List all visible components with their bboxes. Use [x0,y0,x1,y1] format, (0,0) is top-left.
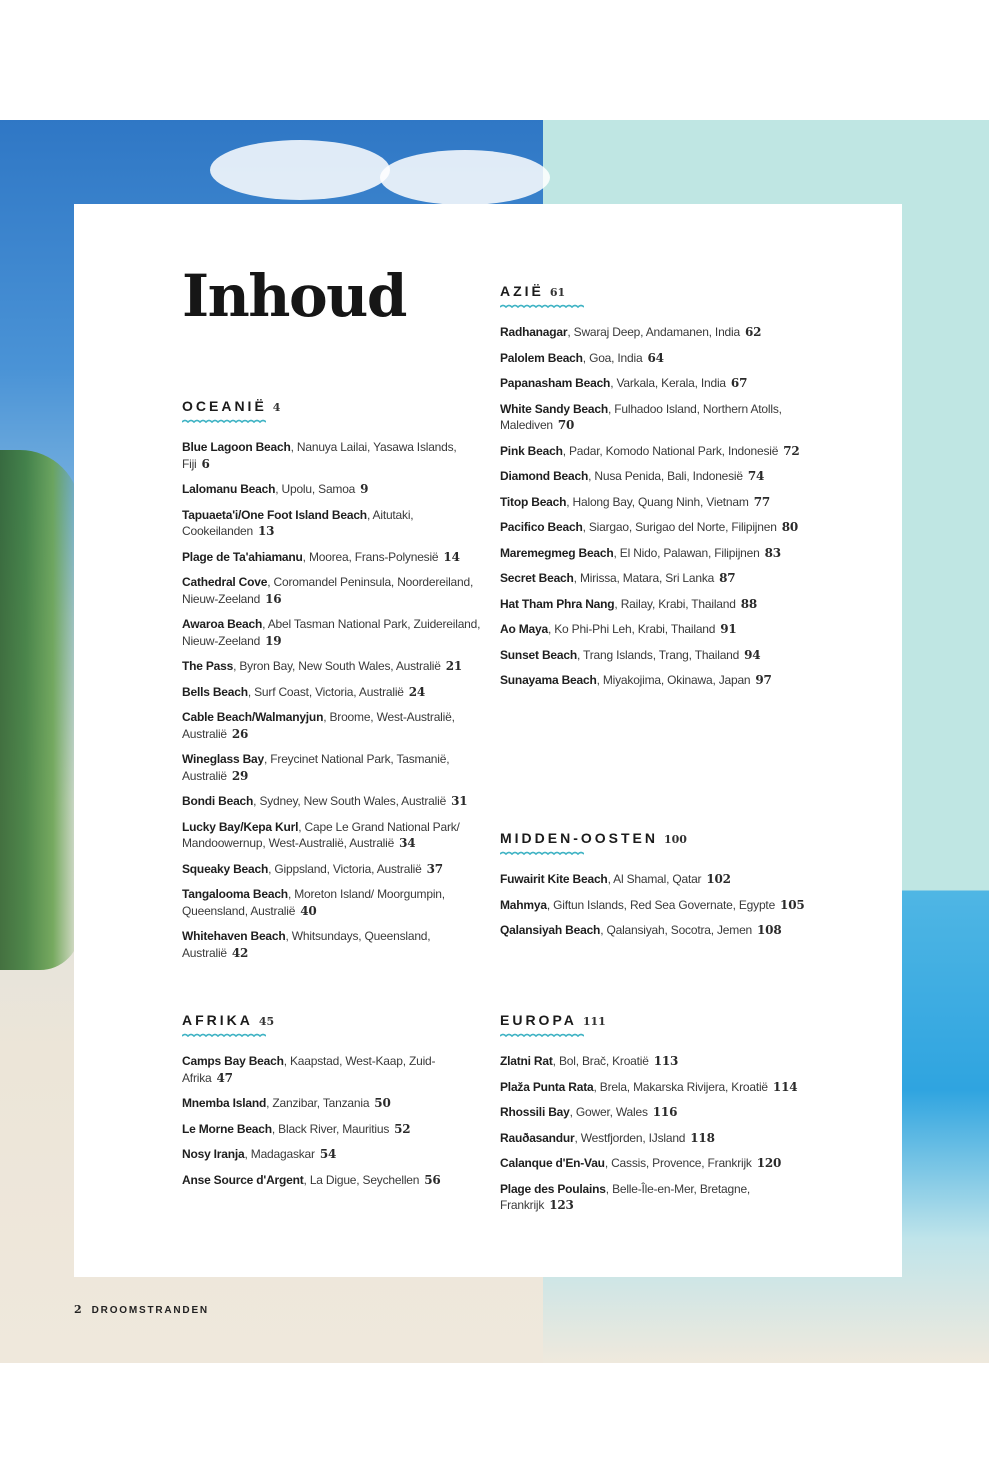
entry-page-number: 123 [549,1198,574,1212]
beach-location: Aitutaki, Cookeilanden [182,507,414,538]
beach-name: Titop Beach [500,494,567,509]
list-item: Lucky Bay/Kepa Kurl, Cape Le Grand National Park/ Mandoowernup, West-Australië, Australië 34 [182,819,460,850]
wave-divider-icon [182,1033,266,1039]
list-item: The Pass, Byron Bay, New South Wales, Australië 21 [182,659,463,673]
beach-location: Westfjorden, IJsland [580,1130,686,1145]
beach-location: Zanzibar, Tanzania [272,1096,370,1110]
beach-location: Varkala, Kerala, India [616,376,726,390]
beach-name: Bells Beach [182,684,248,699]
beach-name: Rauðasandur [500,1130,575,1145]
entry-page-number: 70 [557,418,575,432]
beach-name: Tangalooma Beach [182,887,288,901]
beach-name: Pacifico Beach [500,520,583,534]
beach-location: Giftun Islands, Red Sea Governate, Egypte [553,897,776,912]
beach-name: Ao Maya [500,622,548,636]
beach-name: Fuwairit Kite Beach [500,872,608,886]
list-item: Bells Beach, Surf Coast, Victoria, Australië 24 [182,684,426,699]
beach-name: Qalansiyah Beach [500,923,601,937]
beach-location: Fulhadoo Island, Northern Atolls, Malediven [500,401,782,432]
beach-location: Miyakojima, Okinawa, Japan [602,673,751,687]
entry-page-number: 42 [231,945,249,960]
beach-location: Goa, India [589,350,643,365]
entry-page-number: 72 [783,443,800,458]
list-item: Camps Bay Beach, Kaapstad, West-Kaap, Zuid-Afrika 47 [182,1054,436,1085]
section-page-number: 100 [664,833,687,846]
entry-page-number: 105 [780,897,805,912]
palm-tree [0,450,80,970]
beach-name: Mahmya [500,897,547,912]
entry-list [182,1053,482,1188]
section-heading [182,397,482,415]
list-item: Calanque d'En-Vau, Cassis, Provence, Frankrijk 120 [500,1156,782,1170]
wave-divider-icon [182,419,266,425]
beach-location: Railay, Krabi, Thailand [620,596,736,611]
list-item: Fuwairit Kite Beach, Al Shamal, Qatar 102 [500,872,731,886]
entry-page-number: 47 [216,1070,233,1085]
list-item: Sunset Beach, Trang Islands, Trang, Thailand 94 [500,647,761,662]
section-title: AZIË [500,283,544,299]
beach-name: Camps Bay Beach [182,1054,284,1068]
entry-page-number: 29 [231,768,249,783]
beach-name: Nosy Iranja [182,1147,245,1161]
entry-list [500,324,810,689]
entry-page-number: 21 [445,659,463,673]
list-item: Cathedral Cove, Coromandel Peninsula, Noordereiland, Nieuw-Zeeland 16 [182,575,474,606]
beach-name: Cable Beach/Walmanyjun [182,710,324,724]
wave-divider-icon [500,1033,584,1039]
list-item: Plage de Ta'ahiamanu, Moorea, Frans-Polynesië 14 [182,549,460,564]
entry-page-number: 34 [399,836,416,850]
beach-location: Nusa Penida, Bali, Indonesië [594,469,743,483]
beach-name: Zlatni Rat [500,1054,553,1068]
beach-name: Sunset Beach [500,647,577,662]
beach-name: Lalomanu Beach [182,482,276,496]
beach-location: Nanuya Lailai, Yasawa Islands, Fiji [182,440,457,471]
entry-list [500,1053,810,1214]
beach-location: Freycinet National Park, Tasmanië, Australië [182,752,450,783]
beach-location: Siargao, Surigao del Norte, Filipijnen [588,520,777,534]
entry-list [500,871,810,939]
section-midden-oosten [500,829,810,948]
entry-list [182,439,482,961]
beach-name: Tapuaeta'i/One Foot Island Beach [182,507,367,522]
beach-name: Maremegmeg Beach [500,545,614,560]
beach-name: Hat Tham Phra Nang [500,596,615,611]
beach-location: Byron Bay, New South Wales, Australië [239,659,441,673]
beach-location: Whitsundays, Queensland, Australië [182,929,431,960]
beach-name: Pink Beach [500,443,563,458]
entry-page-number: 52 [394,1121,411,1136]
entry-page-number: 67 [730,376,748,390]
section-heading [500,282,810,300]
list-item: Tangalooma Beach, Moreton Island/ Moorgumpin, Queensland, Australië 40 [182,887,445,918]
beach-location: Bol, Brač, Kroatië [558,1054,649,1068]
section-heading [182,1011,482,1029]
entry-page-number: 108 [757,923,782,937]
beach-name: Lucky Bay/Kepa Kurl [182,819,299,834]
section-title: MIDDEN-OOSTEN [500,830,658,846]
beach-location: Brela, Makarska Rivijera, Kroatië [599,1079,768,1094]
list-item: Palolem Beach, Goa, India 64 [500,350,664,365]
beach-name: Awaroa Beach [182,617,263,631]
section-azie [500,282,810,698]
list-item: Papanasham Beach, Varkala, Kerala, India 67 [500,376,748,390]
section-title: OCEANIË [182,398,267,414]
beach-location: Kaapstad, West-Kaap, Zuid-Afrika [182,1054,436,1085]
list-item: Nosy Iranja, Madagaskar 54 [182,1147,337,1161]
beach-name: Cathedral Cove [182,575,268,589]
entry-page-number: 37 [426,861,443,876]
beach-location: Black River, Mauritius [278,1121,390,1136]
beach-location: Qalansiyah, Socotra, Jemen [606,923,753,937]
beach-name: Mnemba Island [182,1096,267,1110]
entry-page-number: 120 [756,1156,782,1170]
list-item: Mnemba Island, Zanzibar, Tanzania 50 [182,1096,391,1110]
section-page-number: 111 [582,1015,606,1028]
beach-location: Ko Phi-Phi Leh, Krabi, Thailand [554,622,716,636]
beach-location: Coromandel Peninsula, Noordereiland, Nieuw-Zeeland [182,575,474,606]
list-item: Lalomanu Beach, Upolu, Samoa 9 [182,482,369,496]
list-item: Rhossili Bay, Gower, Wales 116 [500,1105,678,1119]
entry-page-number: 13 [258,524,275,538]
page-footer [74,1303,209,1316]
list-item: Squeaky Beach, Gippsland, Victoria, Australië 37 [182,861,443,876]
list-item: Radhanagar, Swaraj Deep, Andamanen, India 62 [500,325,762,339]
cloud [380,150,550,205]
entry-page-number: 9 [360,482,369,496]
beach-location: Abel Tasman National Park, Zuidereiland, Nieuw-Zeeland [182,617,481,648]
beach-location: Belle-Île-en-Mer, Bretagne, Frankrijk [500,1181,751,1212]
list-item: Sunayama Beach, Miyakojima, Okinawa, Japan 97 [500,673,772,687]
beach-name: Papanasham Beach [500,376,611,390]
beach-location: El Nido, Palawan, Filipijnen [619,545,760,560]
list-item: Mahmya, Giftun Islands, Red Sea Governate, Egypte 105 [500,897,805,912]
entry-page-number: 80 [781,520,799,534]
list-item: Cable Beach/Walmanyjun, Broome, West-Australië, Australië 26 [182,710,455,741]
section-heading [500,829,810,847]
list-item: Ao Maya, Ko Phi-Phi Leh, Krabi, Thailand 91 [500,622,737,636]
beach-name: Blue Lagoon Beach [182,440,291,454]
list-item: Pink Beach, Padar, Komodo National Park, Indonesië 72 [500,443,800,458]
beach-name: Plage des Poulains [500,1181,606,1196]
list-item: Qalansiyah Beach, Qalansiyah, Socotra, Jemen 108 [500,923,782,937]
list-item: Awaroa Beach, Abel Tasman National Park, Zuidereiland, Nieuw-Zeeland 19 [182,617,481,648]
beach-location: Halong Bay, Quang Ninh, Vietnam [572,494,749,509]
beach-location: Padar, Komodo National Park, Indonesië [568,443,779,458]
entry-page-number: 62 [744,325,762,339]
beach-name: Secret Beach [500,571,574,585]
list-item: Pacifico Beach, Siargao, Surigao del Norte, Filipijnen 80 [500,520,799,534]
entry-page-number: 16 [265,591,282,606]
beach-name: Whitehaven Beach [182,929,286,943]
list-item: Hat Tham Phra Nang, Railay, Krabi, Thailand 88 [500,596,758,611]
beach-name: White Sandy Beach [500,401,608,416]
beach-location: Gippsland, Victoria, Australië [274,861,422,876]
entry-page-number: 19 [265,633,282,648]
beach-location: Cassis, Provence, Frankrijk [611,1156,752,1170]
entry-page-number: 74 [747,469,765,483]
beach-location: La Digue, Seychellen [309,1172,420,1187]
beach-location: Cape Le Grand National Park/ Mandoowernup, West-Australië, Australië [182,819,460,850]
list-item: Secret Beach, Mirissa, Matara, Sri Lanka 87 [500,571,736,585]
beach-name: Diamond Beach [500,469,589,483]
beach-location: Trang Islands, Trang, Thailand [583,647,740,662]
list-item: Le Morne Beach, Black River, Mauritius 52 [182,1121,411,1136]
list-item: Plage des Poulains, Belle-Île-en-Mer, Bretagne, Frankrijk 123 [500,1181,751,1212]
entry-page-number: 118 [690,1130,715,1145]
entry-page-number: 87 [719,571,736,585]
beach-name: Squeaky Beach [182,861,269,876]
beach-name: Anse Source d'Argent [182,1172,304,1187]
list-item: Wineglass Bay, Freycinet National Park, Tasmanië, Australië 29 [182,752,450,783]
beach-name: Rhossili Bay [500,1105,570,1119]
section-page-number: 4 [272,401,281,414]
section-title: EUROPA [500,1012,577,1028]
list-item: Anse Source d'Argent, La Digue, Seychellen 56 [182,1172,441,1187]
entry-page-number: 77 [753,494,770,509]
list-item: Plaža Punta Rata, Brela, Makarska Rivijera, Kroatië 114 [500,1079,798,1094]
wave-divider-icon [500,304,584,310]
entry-page-number: 50 [374,1096,391,1110]
section-heading [500,1011,810,1029]
footer-page-number: 2 [74,1303,82,1316]
beach-name: Bondi Beach [182,794,254,808]
entry-page-number: 91 [720,622,737,636]
entry-page-number: 94 [744,647,761,662]
entry-page-number: 26 [231,726,249,741]
section-title: AFRIKA [182,1012,253,1028]
list-item: Titop Beach, Halong Bay, Quang Ninh, Vietnam 77 [500,494,770,509]
section-page-number: 45 [258,1015,275,1028]
entry-page-number: 14 [443,549,460,564]
entry-page-number: 113 [653,1054,679,1068]
beach-location: Moorea, Frans-Polynesië [308,549,439,564]
beach-location: Sydney, New South Wales, Australië [259,794,447,808]
beach-name: Sunayama Beach [500,673,597,687]
list-item: Zlatni Rat, Bol, Brač, Kroatië 113 [500,1054,679,1068]
entry-page-number: 40 [300,903,317,918]
list-item: Blue Lagoon Beach, Nanuya Lailai, Yasawa Islands, Fiji 6 [182,440,457,471]
list-item: Tapuaeta'i/One Foot Island Beach, Aitutaki, Cookeilanden 13 [182,507,414,538]
entry-page-number: 64 [647,350,664,365]
entry-page-number: 114 [772,1079,798,1094]
entry-page-number: 54 [319,1147,337,1161]
beach-location: Swaraj Deep, Andamanen, India [573,325,740,339]
entry-page-number: 102 [706,872,731,886]
beach-name: Calanque d'En-Vau [500,1156,605,1170]
beach-location: Moreton Island/ Moorgumpin, Queensland, Australië [182,887,445,918]
beach-name: Wineglass Bay [182,752,264,766]
beach-location: Gower, Wales [575,1105,648,1119]
list-item: Whitehaven Beach, Whitsundays, Queensland, Australië 42 [182,929,431,960]
beach-location: Surf Coast, Victoria, Australië [254,684,404,699]
entry-page-number: 6 [201,456,210,471]
beach-name: Palolem Beach [500,350,583,365]
list-item: Rauðasandur, Westfjorden, IJsland 118 [500,1130,715,1145]
entry-page-number: 88 [740,596,758,611]
beach-name: Plage de Ta'ahiamanu [182,549,303,564]
list-item: Maremegmeg Beach, El Nido, Palawan, Filipijnen 83 [500,545,781,560]
beach-location: Broome, West-Australië, Australië [182,710,455,741]
page-title: Inhoud [182,262,406,330]
beach-name: Plaža Punta Rata [500,1079,594,1094]
entry-page-number: 24 [408,684,426,699]
beach-location: Al Shamal, Qatar [613,872,702,886]
cloud [210,140,390,200]
beach-name: The Pass [182,659,234,673]
beach-location: Madagaskar [250,1147,315,1161]
beach-location: Mirissa, Matara, Sri Lanka [579,571,715,585]
entry-page-number: 83 [764,545,781,560]
section-afrika [182,1011,482,1197]
section-europa [500,1011,810,1223]
beach-name: Radhanagar [500,325,568,339]
entry-page-number: 97 [755,673,772,687]
list-item: White Sandy Beach, Fulhadoo Island, Northern Atolls, Malediven 70 [500,401,782,432]
list-item: Bondi Beach, Sydney, New South Wales, Australië 31 [182,794,468,808]
section-page-number: 61 [549,286,566,299]
wave-divider-icon [500,851,584,857]
entry-page-number: 31 [451,794,468,808]
list-item: Diamond Beach, Nusa Penida, Bali, Indonesië 74 [500,469,765,483]
beach-name: Le Morne Beach [182,1121,272,1136]
section-oceanie [182,397,482,970]
beach-location: Upolu, Samoa [281,482,356,496]
entry-page-number: 56 [424,1172,441,1187]
footer-book-title: DROOMSTRANDEN [91,1305,209,1316]
entry-page-number: 116 [652,1105,678,1119]
